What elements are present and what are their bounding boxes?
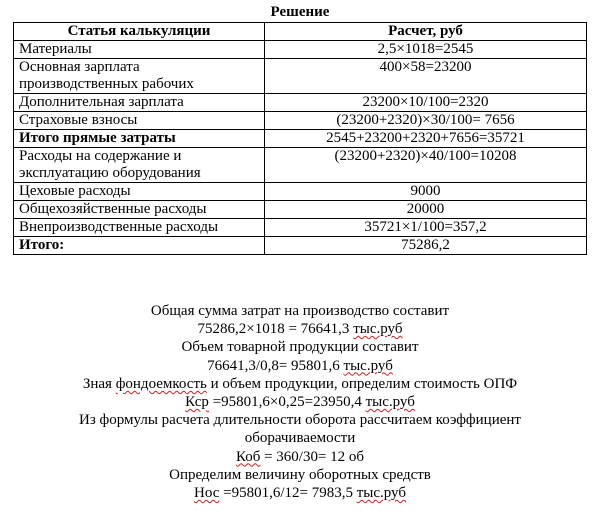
table-row-grand-total (14, 237, 587, 255)
term-text: фондоемкость (115, 375, 207, 392)
row-calc: (23200+2320)×30/100= 7656 (265, 112, 587, 130)
header-calc: Расчет, руб (265, 23, 587, 41)
row-item: Цеховые расходы (14, 183, 265, 201)
symbol-text: Коб (235, 448, 261, 465)
row-item: Материалы (14, 41, 265, 59)
solution-line: Общая сумма затрат на производство составит (150, 303, 450, 319)
solution-line (0, 357, 600, 375)
header-item: Статья калькуляции (14, 23, 265, 41)
solution-line: Из формулы расчета длительности оборота рассчитаем коэффициент (79, 412, 521, 429)
row-item: Расходы на содержание и эксплуатацию оборудования (14, 148, 265, 183)
unit-text: тыс.руб (365, 394, 415, 411)
table-header-row (14, 23, 587, 41)
table-row (14, 219, 587, 237)
row-calc: (23200+2320)×40/100=10208 (265, 148, 587, 183)
formula-text: = 360/30= 12 об (260, 448, 365, 465)
table-row (14, 183, 587, 201)
formula-text: =95801,6×0,25=23950,4 (208, 394, 366, 411)
row-item: Итого прямые затраты (14, 130, 265, 148)
table-row-total-direct (14, 130, 587, 148)
solution-line (0, 375, 600, 393)
line-text: и объем продукции, определим стоимость ОПФ (206, 375, 518, 392)
solution-heading: Решение (270, 4, 330, 20)
symbol-text: Нос (194, 485, 220, 502)
solution-line: Объем товарной продукции составит (181, 339, 419, 356)
table-row (14, 59, 587, 94)
row-item: Дополнительная зарплата (14, 94, 265, 112)
unit-text: тыс.руб (356, 485, 406, 502)
row-item: Итого: (14, 237, 265, 255)
unit-text: тыс.руб (343, 357, 393, 374)
row-item: Страховые взносы (14, 112, 265, 130)
calculation-table (13, 22, 587, 255)
line-text: Зная (82, 375, 116, 392)
row-calc: 2,5×1018=2545 (265, 41, 587, 59)
solution-line (0, 320, 600, 338)
solution-line: оборачиваемости (244, 430, 356, 447)
formula-text: =95801,6/12= 7983,5 (219, 485, 357, 502)
solution-text (0, 302, 600, 502)
solution-line: Определим величину оборотных средств (169, 466, 431, 483)
row-item: Основная зарплата производственных рабочих (14, 59, 265, 94)
row-calc: 23200×10/100=2320 (265, 94, 587, 112)
formula-text: 75286,2×1018 = 76641,3 (197, 321, 354, 338)
row-item: Внепроизводственные расходы (14, 219, 265, 237)
solution-line (0, 484, 600, 502)
table-row (14, 94, 587, 112)
row-item: Общехозяйственные расходы (14, 201, 265, 219)
formula-text: 76641,3/0,8= 95801,6 (207, 357, 344, 374)
row-calc: 35721×1/100=357,2 (265, 219, 587, 237)
row-calc: 20000 (265, 201, 587, 219)
table-row (14, 201, 587, 219)
row-calc: 400×58=23200 (265, 59, 587, 94)
table-row (14, 41, 587, 59)
row-calc: 75286,2 (265, 237, 587, 255)
row-calc: 9000 (265, 183, 587, 201)
solution-line (0, 448, 600, 466)
row-calc: 2545+23200+2320+7656=35721 (265, 130, 587, 148)
table-row (14, 112, 587, 130)
symbol-text: Ксp (185, 394, 209, 411)
table-row (14, 148, 587, 183)
unit-text: тыс.руб (353, 321, 403, 338)
solution-line (0, 393, 600, 411)
